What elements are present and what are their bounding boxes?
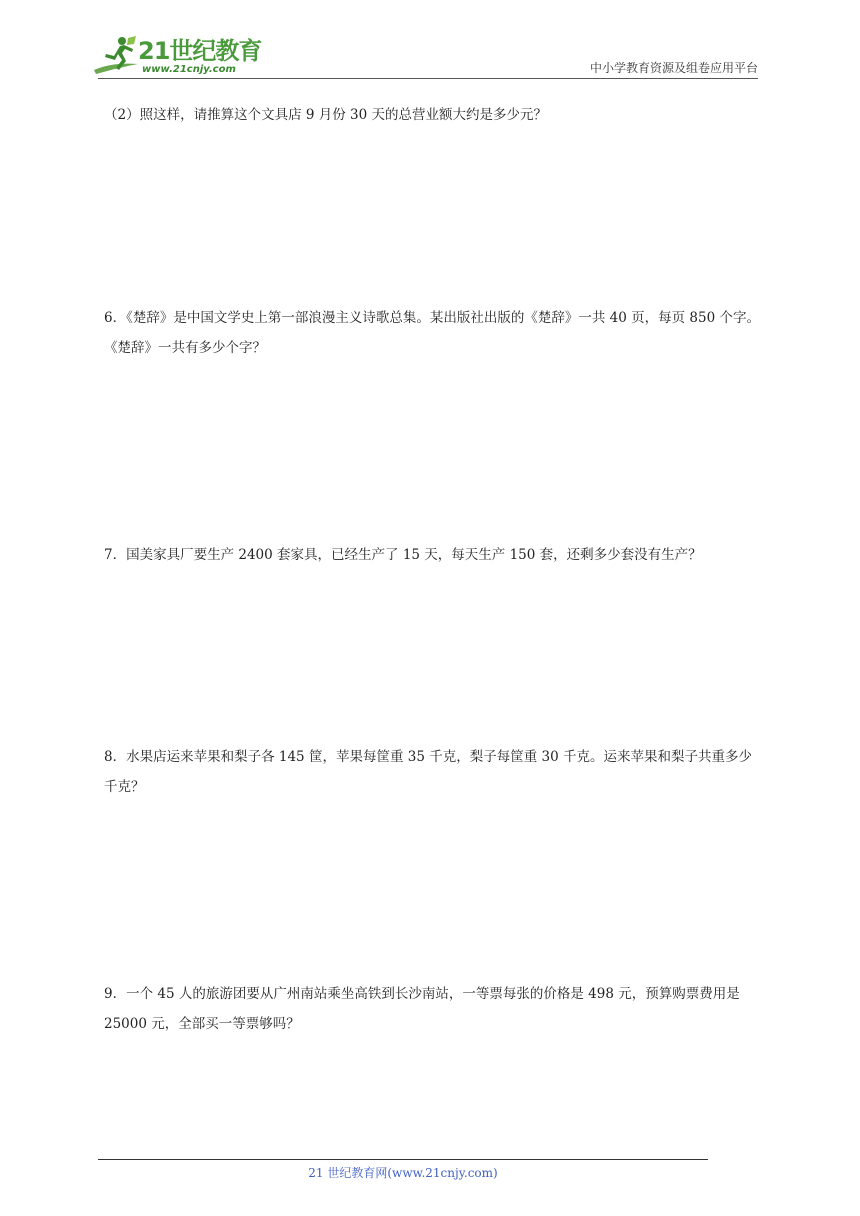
logo-url: www.21cnjy.com xyxy=(142,64,236,75)
question-9: 9．一个 45 人的旅游团要从广州南站乘坐高铁到长沙南站，一等票每张的价格是 498 元，预算购票费用是 25000 元，全部买一等票够吗？ xyxy=(104,986,740,1032)
runner-logo-icon xyxy=(92,34,140,78)
page-header xyxy=(0,0,860,80)
question-7: 7．国美家具厂要生产 2400 套家具，已经生产了 15 天，每天生产 150 套，还剩多少套没有生产？ xyxy=(104,547,702,563)
platform-name: 中小学教育资源及组卷应用平台 xyxy=(589,61,758,75)
question-6: 6．《楚辞》是中国文学史上第一部浪漫主义诗歌总集。某出版社出版的《楚辞》一共 40 页，每页 850 个字。《楚辞》一共有多少个字？ xyxy=(104,310,760,356)
footer-divider xyxy=(98,1159,708,1160)
question-8: 8．水果店运来苹果和梨子各 145 筐，苹果每筐重 35 千克，梨子每筐重 30 千克。运来苹果和梨子共重多少千克？ xyxy=(104,749,752,795)
footer-link[interactable]: 21 世纪教育网(www.21cnjy.com) xyxy=(308,1166,498,1180)
site-logo xyxy=(92,34,262,78)
logo-text: 21世纪教育 xyxy=(138,37,262,65)
question-5-part-2: （2）照这样，请推算这个文具店 9 月份 30 天的总营业额大约是多少元？ xyxy=(104,107,548,123)
header-divider xyxy=(98,78,758,79)
